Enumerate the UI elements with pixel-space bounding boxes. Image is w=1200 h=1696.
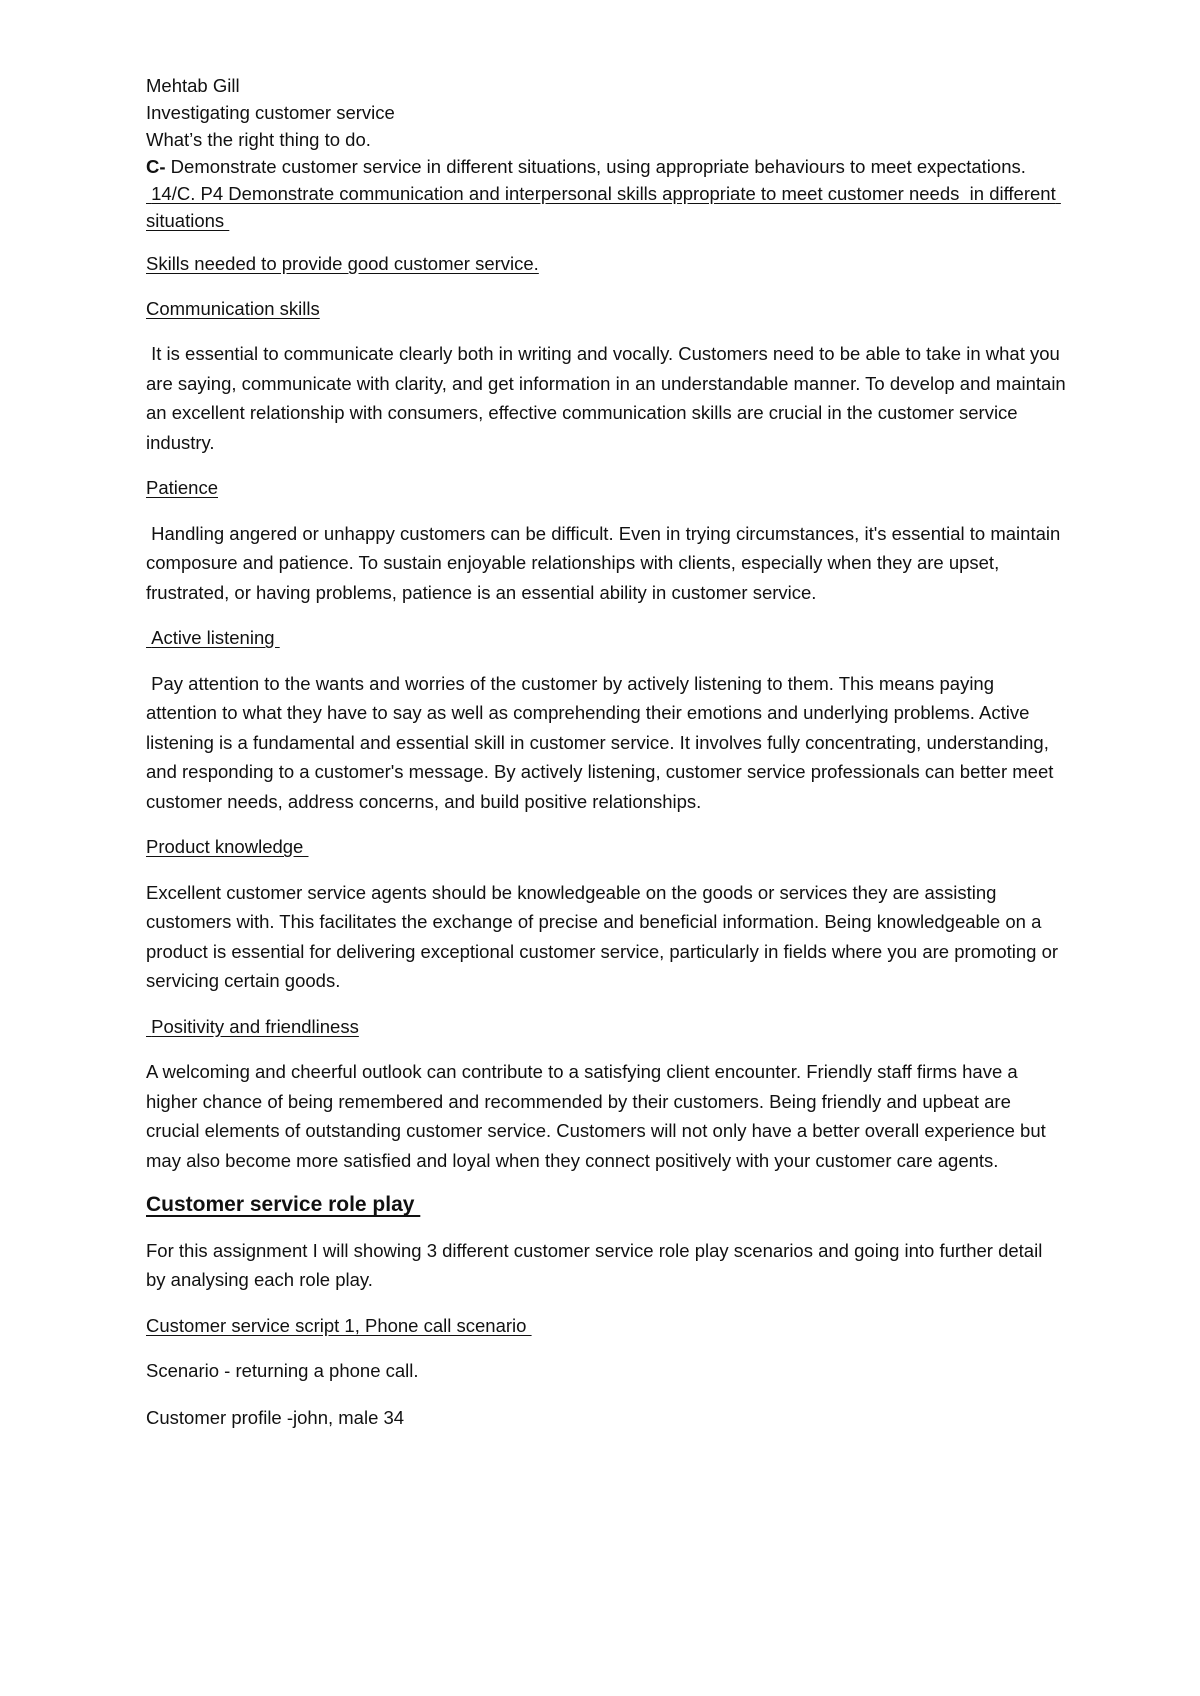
criteria-c-marker: C- xyxy=(146,156,166,177)
criteria-c xyxy=(146,153,1066,180)
section-title-patience: Patience xyxy=(146,477,218,498)
section-body-product-knowledge: Excellent customer service agents should be knowledgeable on the goods or services they are assisting customers with. This facilitates the exchange of precise and beneficial information. Being knowledgeable on a product is essential for delivering exceptional customer service, particularly in fields where you are promoting or servicing certain goods. xyxy=(146,881,1064,991)
criteria-c-text: Demonstrate customer service in different situations, using appropriate behaviours to meet expectations. xyxy=(165,156,1026,177)
scenario-line: Scenario - returning a phone call. xyxy=(146,1360,419,1381)
roleplay-heading: Customer service role play xyxy=(146,1193,421,1216)
document-tagline: What’s the right thing to do. xyxy=(146,129,371,150)
section-title-positivity: Positivity and friendliness xyxy=(146,1015,359,1037)
criteria-p4: 14/C. P4 Demonstrate communication and interpersonal skills appropriate to meet customer needs in different situations xyxy=(146,183,1061,231)
customer-profile-line: Customer profile -john, male 34 xyxy=(146,1406,405,1428)
section-body-active-listening: Pay attention to the wants and worries of the customer by actively listening to them. This means paying attention to what they have to say as well as comprehending their emotions and underlying problems. Active listening is a fundamental and essential skill in customer service. It involves fully concentrating, understanding, and responding to a customer's message. By actively listening, customer service professionals can better meet customer needs, address concerns, and build positive relationships. xyxy=(146,672,1059,812)
section-body-positivity: A welcoming and cheerful outlook can contribute to a satisfying client encounter. Friendly staff firms have a higher chance of being remembered and recommended by their customers. Being friendly and upbeat are crucial elements of outstanding customer service. Customers will not only have a better overall experience but may also become more satisfied and loyal when they connect positively with your customer care agents. xyxy=(146,1061,1051,1171)
script-title: Customer service script 1, Phone call scenario xyxy=(146,1314,532,1336)
skills-heading: Skills needed to provide good customer service. xyxy=(146,253,539,274)
section-title-product-knowledge: Product knowledge xyxy=(146,836,309,857)
section-body-patience: Handling angered or unhappy customers can be difficult. Even in trying circumstances, it's essential to maintain composure and patience. To sustain enjoyable relationships with clients, especially when they are upset, frustrated, or having problems, patience is an essential ability in customer service. xyxy=(146,522,1066,603)
section-body-communication: It is essential to communicate clearly both in writing and vocally. Customers need to be able to take in what you are saying, communicate with clarity, and get information in an understandable manner. To develop and maintain an excellent relationship with consumers, effective communication skills are crucial in the customer service industry. xyxy=(146,343,1071,453)
roleplay-intro: For this assignment I will showing 3 different customer service role play scenarios and going into further detail by analysing each role play. xyxy=(146,1239,1043,1290)
author-name: Mehtab Gill xyxy=(146,75,240,96)
document-body xyxy=(146,72,1071,1432)
document-subject: Investigating customer service xyxy=(146,102,395,123)
section-title-communication: Communication skills xyxy=(146,297,320,319)
section-title-active-listening: Active listening xyxy=(146,627,280,648)
